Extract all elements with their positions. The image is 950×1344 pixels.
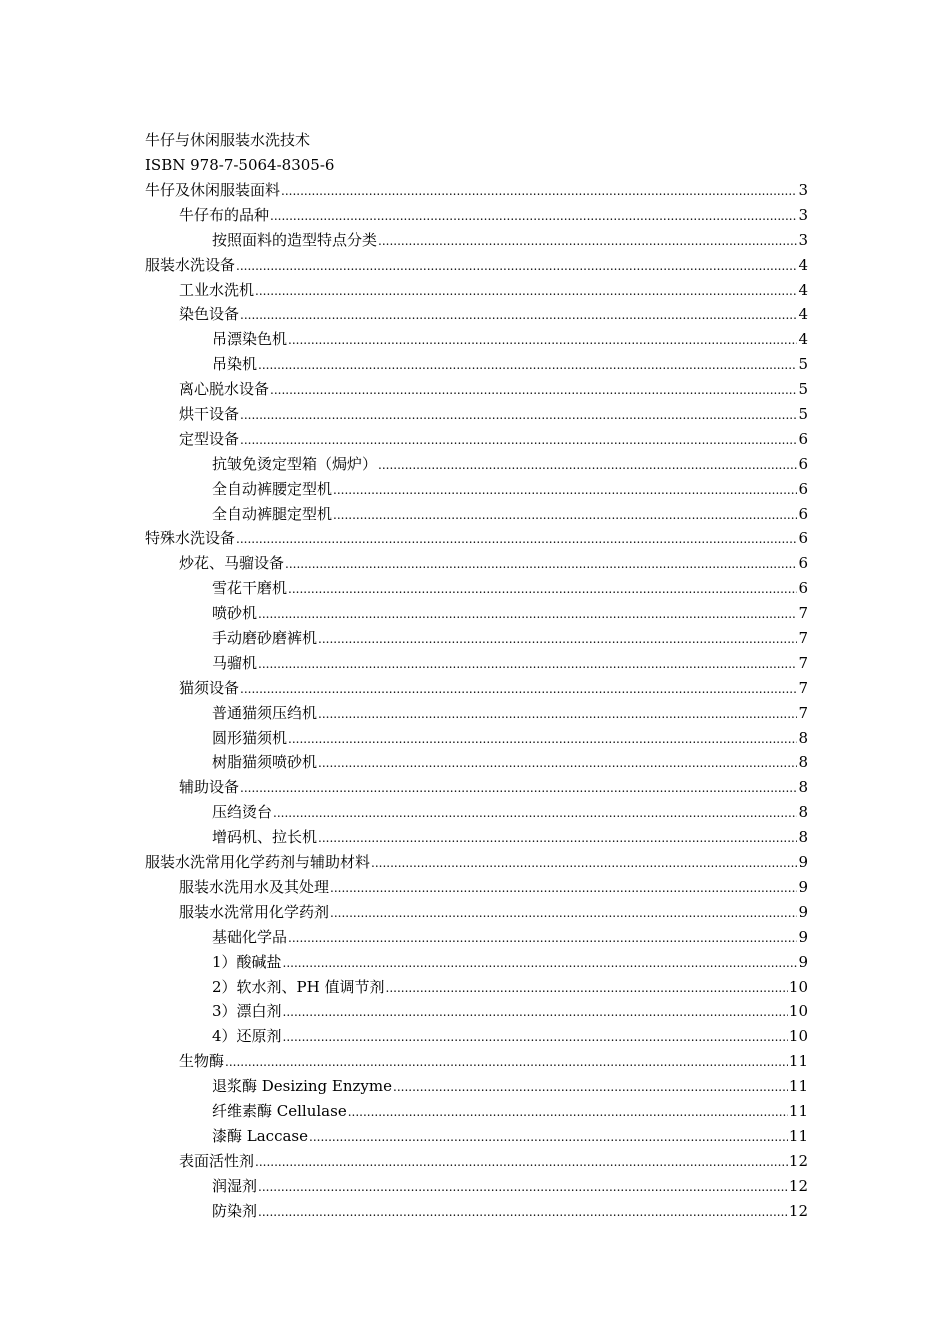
toc-entry-page: 12	[788, 1151, 808, 1170]
toc-entry-page: 3	[798, 230, 808, 249]
toc-entry-title: 树脂猫须喷砂机	[212, 753, 318, 772]
toc-entry-title: 2）软水剂、PH 值调节剂	[212, 977, 385, 996]
toc-entry[interactable]	[145, 1074, 808, 1099]
toc-dot-leader	[330, 901, 797, 926]
toc-entry[interactable]	[145, 651, 808, 676]
toc-dot-leader	[283, 1000, 788, 1025]
toc-entry[interactable]	[145, 875, 808, 900]
toc-dot-leader	[270, 204, 797, 229]
toc-entry-title: 炒花、马骝设备	[179, 554, 285, 573]
toc-entry-page: 11	[788, 1101, 808, 1120]
toc-entry-page: 7	[798, 678, 808, 697]
toc-entry-page: 7	[798, 604, 808, 623]
toc-entry-title: 润湿剂	[212, 1176, 258, 1195]
toc-entry-title: 烘干设备	[179, 405, 240, 424]
toc-dot-leader	[318, 751, 797, 776]
toc-dot-leader	[240, 776, 797, 801]
toc-entry-title: 马骝机	[212, 653, 258, 672]
toc-entry-page: 9	[798, 927, 808, 946]
toc-entry[interactable]	[145, 726, 808, 751]
toc-entry-title: 全自动裤腿定型机	[212, 504, 333, 523]
toc-entry-page: 10	[788, 1027, 808, 1046]
toc-entry-page: 9	[798, 952, 808, 971]
toc-dot-leader	[371, 851, 797, 876]
book-title: 牛仔与休闲服装水洗技术	[145, 131, 311, 149]
toc-dot-leader	[255, 279, 797, 304]
toc-entry-page: 4	[798, 330, 808, 349]
toc-entry-title: 服装水洗用水及其处理	[179, 877, 330, 896]
toc-entry-title: 特殊水洗设备	[145, 529, 236, 548]
toc-entry-page: 6	[798, 479, 808, 498]
toc-entry-title: 4）还原剂	[212, 1027, 282, 1046]
toc-entry[interactable]	[145, 576, 808, 601]
toc-entry-page: 9	[798, 877, 808, 896]
toc-entry-page: 10	[788, 1002, 808, 1021]
toc-entry[interactable]	[145, 377, 808, 402]
toc-dot-leader	[285, 552, 797, 577]
toc-entry-title: 牛仔布的品种	[179, 205, 270, 224]
toc-entry[interactable]	[145, 427, 808, 452]
toc-entry-title: 手动磨砂磨裤机	[212, 629, 318, 648]
toc-dot-leader	[318, 702, 797, 727]
toc-dot-leader	[240, 428, 797, 453]
toc-dot-leader	[236, 254, 797, 279]
toc-entry[interactable]	[145, 626, 808, 651]
toc-entry-page: 4	[798, 255, 808, 274]
book-header	[145, 128, 334, 178]
toc-entry[interactable]	[145, 1149, 808, 1174]
toc-entry-page: 9	[798, 853, 808, 872]
toc-entry[interactable]	[145, 601, 808, 626]
toc-entry[interactable]	[145, 950, 808, 975]
toc-entry[interactable]	[145, 1124, 808, 1149]
toc-entry[interactable]	[145, 1024, 808, 1049]
toc-dot-leader	[281, 179, 797, 204]
toc-entry-title: 雪花干磨机	[212, 579, 288, 598]
toc-entry-title: 生物酶	[179, 1052, 225, 1071]
toc-entry[interactable]	[145, 402, 808, 427]
toc-entry[interactable]	[145, 502, 808, 527]
toc-entry[interactable]	[145, 975, 808, 1000]
toc-dot-leader	[333, 478, 797, 503]
toc-entry[interactable]	[145, 676, 808, 701]
toc-entry-page: 6	[798, 454, 808, 473]
toc-entry-page: 7	[798, 653, 808, 672]
toc-entry-title: 吊染机	[212, 355, 258, 374]
toc-entry-title: 抗皱免烫定型箱（焗炉）	[212, 454, 378, 473]
toc-entry[interactable]	[145, 1174, 808, 1199]
toc-entry-title: 猫须设备	[179, 678, 240, 697]
toc-entry[interactable]	[145, 701, 808, 726]
toc-entry[interactable]	[145, 925, 808, 950]
toc-entry-title: 普通猫须压绉机	[212, 703, 318, 722]
toc-entry-page: 8	[798, 803, 808, 822]
toc-entry-title: 1）酸碱盐	[212, 952, 282, 971]
toc-entry[interactable]	[145, 203, 808, 228]
table-of-contents	[145, 178, 808, 1223]
toc-dot-leader	[386, 976, 788, 1001]
toc-dot-leader	[240, 303, 797, 328]
toc-dot-leader	[283, 1025, 788, 1050]
toc-dot-leader	[240, 403, 797, 428]
toc-entry[interactable]	[145, 999, 808, 1024]
toc-entry[interactable]	[145, 775, 808, 800]
toc-entry-title: 压绉烫台	[212, 803, 273, 822]
toc-dot-leader	[393, 1075, 788, 1100]
toc-entry-page: 8	[798, 828, 808, 847]
toc-dot-leader	[288, 926, 797, 951]
toc-entry-title: 基础化学品	[212, 927, 288, 946]
toc-entry-page: 5	[798, 355, 808, 374]
toc-entry-page: 4	[798, 305, 808, 324]
toc-entry[interactable]	[145, 228, 808, 253]
toc-entry-page: 9	[798, 902, 808, 921]
toc-entry-page: 6	[798, 554, 808, 573]
toc-dot-leader	[330, 876, 797, 901]
toc-dot-leader	[309, 1125, 788, 1150]
toc-dot-leader	[236, 527, 797, 552]
toc-entry-title: 染色设备	[179, 305, 240, 324]
toc-entry[interactable]	[145, 253, 808, 278]
toc-entry-title: 工业水洗机	[179, 280, 255, 299]
toc-entry-page: 8	[798, 778, 808, 797]
toc-entry-page: 3	[798, 205, 808, 224]
toc-entry[interactable]	[145, 551, 808, 576]
toc-entry-title: 圆形猫须机	[212, 728, 288, 747]
toc-entry[interactable]	[145, 850, 808, 875]
toc-entry[interactable]	[145, 526, 808, 551]
toc-entry[interactable]	[145, 452, 808, 477]
toc-dot-leader	[288, 577, 797, 602]
toc-entry[interactable]	[145, 1199, 808, 1224]
toc-entry-title: 喷砂机	[212, 604, 258, 623]
toc-entry-page: 3	[798, 181, 808, 199]
toc-dot-leader	[333, 503, 797, 528]
toc-entry-page: 6	[798, 504, 808, 523]
toc-entry-page: 11	[788, 1052, 808, 1071]
toc-dot-leader	[288, 328, 797, 353]
toc-entry-title: 服装水洗设备	[145, 255, 236, 274]
toc-dot-leader	[240, 677, 797, 702]
toc-entry-page: 6	[798, 579, 808, 598]
toc-entry-page: 5	[798, 380, 808, 399]
toc-entry-title: 服装水洗常用化学药剂	[179, 902, 330, 921]
toc-dot-leader	[273, 801, 797, 826]
toc-entry-page: 12	[788, 1201, 808, 1220]
toc-entry-title: 增码机、拉长机	[212, 828, 318, 847]
toc-entry-title: 退浆酶 Desizing Enzyme	[212, 1077, 392, 1096]
toc-entry[interactable]	[145, 825, 808, 850]
toc-entry-page: 10	[788, 977, 808, 996]
toc-entry-title: 按照面料的造型特点分类	[212, 230, 378, 249]
toc-entry[interactable]	[145, 352, 808, 377]
toc-dot-leader	[258, 1175, 788, 1200]
toc-entry-page: 4	[798, 280, 808, 299]
toc-entry-title: 漆酶 Laccase	[212, 1126, 308, 1145]
toc-entry[interactable]	[145, 750, 808, 775]
book-isbn: ISBN 978-7-5064-8305-6	[145, 156, 335, 174]
toc-entry-page: 7	[798, 703, 808, 722]
toc-entry[interactable]	[145, 1049, 808, 1074]
toc-dot-leader	[258, 1200, 788, 1225]
toc-entry-title: 服装水洗常用化学药剂与辅助材料	[145, 853, 371, 872]
toc-entry-title: 定型设备	[179, 429, 240, 448]
toc-entry[interactable]	[145, 1099, 808, 1124]
toc-entry-title: 防染剂	[212, 1201, 258, 1220]
toc-entry-page: 6	[798, 529, 808, 548]
toc-dot-leader	[348, 1100, 788, 1125]
toc-dot-leader	[318, 627, 797, 652]
toc-entry-title: 牛仔及休闲服装面料	[145, 181, 281, 199]
toc-entry-page: 6	[798, 429, 808, 448]
toc-entry-title: 表面活性剂	[179, 1151, 255, 1170]
toc-entry-page: 8	[798, 728, 808, 747]
toc-entry-title: 辅助设备	[179, 778, 240, 797]
toc-entry-page: 8	[798, 753, 808, 772]
toc-dot-leader	[378, 453, 797, 478]
toc-dot-leader	[288, 727, 797, 752]
toc-dot-leader	[225, 1050, 788, 1075]
toc-entry-title: 纤维素酶 Cellulase	[212, 1101, 347, 1120]
toc-dot-leader	[318, 826, 797, 851]
toc-entry[interactable]	[145, 302, 808, 327]
toc-entry-page: 11	[788, 1077, 808, 1096]
toc-dot-leader	[378, 229, 797, 254]
toc-entry-page: 12	[788, 1176, 808, 1195]
toc-dot-leader	[270, 378, 797, 403]
toc-entry-title: 离心脱水设备	[179, 380, 270, 399]
toc-entry-page: 11	[788, 1126, 808, 1145]
toc-entry-title: 3）漂白剂	[212, 1002, 282, 1021]
toc-entry[interactable]	[145, 477, 808, 502]
toc-entry-title: 全自动裤腰定型机	[212, 479, 333, 498]
toc-entry[interactable]	[145, 327, 808, 352]
toc-dot-leader	[258, 652, 797, 677]
toc-entry-page: 5	[798, 405, 808, 424]
toc-dot-leader	[255, 1150, 788, 1175]
toc-entry-page: 7	[798, 629, 808, 648]
toc-entry[interactable]	[145, 800, 808, 825]
toc-dot-leader	[258, 602, 797, 627]
toc-entry-title: 吊漂染色机	[212, 330, 288, 349]
toc-entry[interactable]	[145, 178, 808, 203]
toc-dot-leader	[283, 951, 798, 976]
toc-dot-leader	[258, 353, 797, 378]
toc-entry[interactable]	[145, 278, 808, 303]
toc-entry[interactable]	[145, 900, 808, 925]
